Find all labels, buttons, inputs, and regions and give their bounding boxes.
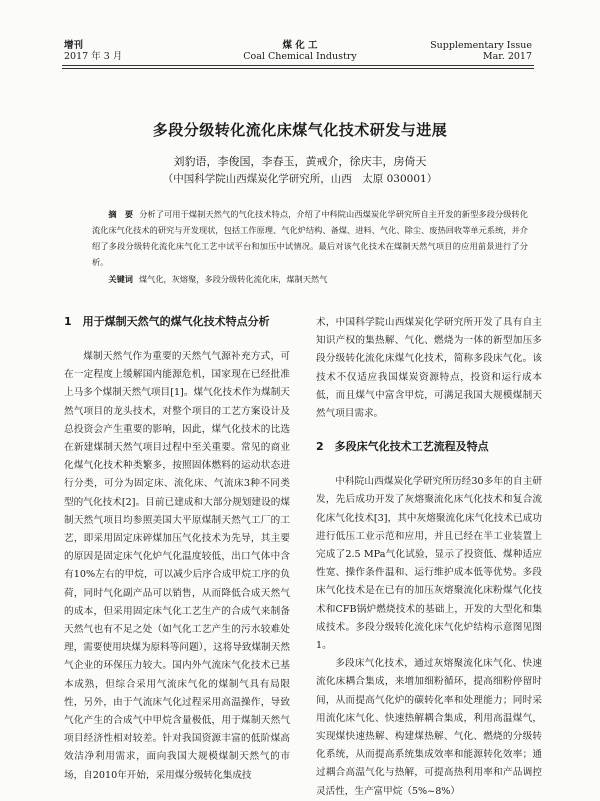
abstract-label: 摘 要 [108, 209, 134, 219]
affiliation: （中国科学院山西煤炭化学研究所，山西 太原 030001） [162, 173, 438, 185]
issue-date-en: Mar. 2017 [482, 51, 532, 62]
abstract-text: 分析了可用于煤制天然气的气化技术特点，介绍了中科院山西煤炭化学研究所自主开发的新型多段分级转化流化床气化技术的研究与开发现状，包括工作原理、气化炉结构、备煤、进料、气化、除尘、废热回收等单元系统，并介绍了多段分级转化流化床气化工艺中试平台和加压中试情况。最后对该气化技术在煤制天然气项目的应用前景进行了分析。 [92, 209, 528, 267]
journal-name-en: Coal Chemical Industry [243, 51, 357, 62]
keywords-text: 煤气化，灰熔聚，多段分级转化流化床，煤制天然气 [138, 274, 328, 284]
abstract [92, 206, 528, 270]
header-rule-second [62, 68, 534, 69]
section-1-paragraph-continued: 术，中国科学院山西煤炭化学研究所开发了具有自主知识产权的集热解、气化、燃烧为一体的新型加压多段分级转化流化床煤气化技术，简称多段床气化。该技术不仅适应我国煤炭资源特点，投资和运行成本低，而且煤气中富含甲烷，可满足我国大规模煤制天然气项目需求。 [316, 317, 542, 420]
section-1-heading: 1 用于煤制天然气的煤气化技术特点分析 [64, 315, 270, 328]
issue-label: 增刊 [64, 40, 84, 51]
authors: 刘豹语，李俊国，李春玉，黄戒介，徐庆丰，房倚天 [173, 155, 427, 168]
supplement-label: Supplementary Issue [430, 40, 532, 51]
left-column [64, 314, 290, 785]
right-column [316, 314, 542, 801]
section-1-paragraph: 煤制天然气作为重要的天然气气源补充方式，可在一定程度上缓解国内能源危机，国家现在已经批准上马多个煤制天然气项目[1]。煤气化技术作为煤制天然气项目的龙头技术，对整个项目的工艺方案设计及总投资会产生重要的影响，因此，煤气化技术的比选在新建煤制天然气项目过程中至关重要。常见的商业化煤气化技术种类繁多，按照固体燃料的运动状态进行分类，可分为固定床、流化床、气流床3种不同类型的气化技术[2]。目前已建成和大部分规划建设的煤制天然气项目均参照美国大平原煤制天然气工厂的工艺，即采用固定床碎煤加压气化技术为先导，其主要的原因是固定床气化炉气化温度较低，出口气体中含有10%左右的甲烷，可以减少后序合成甲烷工序的负荷，同时气化副产品可以销售，从而降低合成天然气的成本，但采用固定床气化工艺生产的合成气来制备天然气也有不足之处（如气化工艺产生的污水较难处理，需要使用块煤为原料等问题），这将导致煤制天然气企业的环保压力较大。国内外气流床气化技术已基本成熟，但综合采用气流床气化的煤制气具有局限性，另外，由于气流床气化过程采用高温操作，导致气化产生的合成气中甲烷含量极低，用于煤制天然气项目经济性相对较差。针对我国资源丰富的低阶煤高效洁净利用需求，面向我国大规模煤制天然气的市场，自2010年开始，采用煤分级转化集成技 [64, 351, 290, 781]
header-rule [62, 65, 534, 66]
section-2-heading: 2 多段床气化技术工艺流程及特点 [316, 440, 489, 454]
issue-date: 2017 年 3 月 [64, 51, 123, 62]
keywords-label: 关键词 [108, 274, 133, 284]
header-right [430, 40, 532, 62]
section-2-paragraph-1: 中科院山西煤炭化学研究所历经30多年的自主研发，先后成功开发了灰熔聚流化床气化技术和复合流化床气化技术[3]，其中灰熔聚流化床气化技术已成功进行低压工业示范和应用，并且已经在半工业装置上完成了2.5 MPa气化试验，显示了投资低、煤种适应性宽、操作条件温和、运行维护成本低等优势。多段床气化技术是在已有的加压灰熔聚流化床粉煤气化技术和CFB锅炉燃烧技术的基础上，开发的大型化和集成技术。多段分级转化流化床气化炉结构示意图见图1。 [316, 476, 542, 652]
journal-name-cn: 煤 化 工 [282, 40, 318, 51]
section-2-paragraph-2: 多段床气化技术，通过灰熔聚流化床气化、快速流化床耦合集成，来增加细粉循环，提高细粉停留时间，从而提高气化炉的碳转化率和处理能力；同时采用流化床气化、快速热解耦合集成，利用高温煤气，实现煤快速热解、构建煤热解、气化、燃烧的分级转化系统，从而提高系统集成效率和能源转化效率；通过耦合高温气化与热解，可提高热利用率和产品调控灵活性，生产富甲烷（5%~8%） [316, 658, 542, 797]
keywords [92, 272, 528, 286]
paper-title: 多段分级转化流化床煤气化技术研发与进展 [152, 121, 448, 139]
